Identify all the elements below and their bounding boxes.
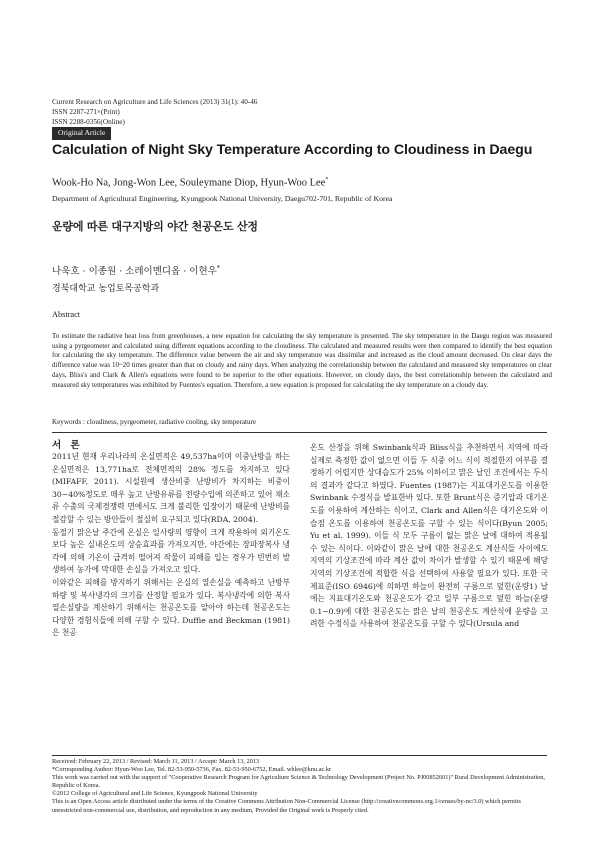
body-paragraph: 온도 산정을 위해 Swinbank식과 Bliss식을 추천하면서 지역에 따라 실제로 측정한 값이 없으면 이들 두 식중 어느 식이 적절한지 여부를 결정하기 어렵지만 상대습도가 25% 이하이고 맑은 날인 조건에서는 두식의 결과가 같다고 하였다. Fuentes (1987)는 지표대기온도를 이용한 Swinbank 수정식을 발표한바 있다. 또한 Brunt식은 증기압과 대기온도를 이용하여 계산하는 식이고, Clark and Allen식은 대기온도와 이슬점 온도를 이용하여 천공온도를 구할 수 있는 식이다(Byun 2005; Yu et al. 1999). 이들 식 모두 구름이 없는 맑은 날에 대하여 적용될 수 있는 식이다. 이와같이 맑은 날에 대한 천공온도 계산식들 사이에도 지역의 기상조건에 따라 계산 값이 차이가 발생할 수 있기 때문에 해당지역의 기상조건에 적합한 식을 선택하여 사용할 필요가 있다. 또한 국제표준(ISO 6946)에 의하면 하늘이 완전히 구름으로 덮힌(운량1) 날에는 지표대기온도와 천공온도가 같고 일부 구름으로 덮힌 하늘(운량0.1~0.9)에 대한 천공온도는 맑은 날의 천공온도 계산식에 운량을 고려한 수정식을 사용하여 천공온도를 구할 수 있다(Ursula and (310, 443, 548, 629)
body-paragraph: 2011년 현재 우리나라의 온실면적은 49,537ha이며 이중난방을 하는 온실면적은 13,771ha로 전체면적의 28% 정도를 차지하고 있다(MIFAFF, 2011). 시설원예 생산비중 난방비가 차지하는 비중이 30~40%정도로 매우 높고 난방유류를 전량수입에 의존하고 있어 채소류 수출의 국제경쟁력 면에서도 크게 불리한 입장이기 때문에 난방비를 절감할 수 있는 방안들이 절실히 요구되고 있다(RDA, 2004). (52, 452, 290, 524)
affiliation: Department of Agricultural Engineering, Kyungpook National University, Daegu702-701, Republic of Korea (52, 194, 393, 203)
keywords: Keywords : cloudiness, pyrgeometer, radiative cooling, sky temperature (52, 418, 257, 426)
body-column-right (310, 442, 548, 631)
footnotes (52, 758, 552, 815)
journal-citation: Current Research on Agriculture and Life Sciences (2013) 31(1): 40-46 (52, 98, 258, 106)
author-list (52, 177, 328, 189)
journal-header (52, 97, 552, 127)
korean-affiliation: 경북대학교 농업토목공학과 (52, 284, 160, 294)
issn-print: ISSN 2287-271×(Print) (52, 108, 120, 116)
license-note: This is an Open Access article distributed under the terms of the Creative Commons Attribution Non-Commercial License (http://creativecommons.org.1/censes/by-nc/3.0) which permits unrestricted non-commercial use, distribution, and reproduction in any medium, Provided the Original work is Properly cited. (52, 798, 521, 814)
body-paragraph: 동절기 맑은날 주간에 온실은 일사량의 영향이 크게 작용하여 외기온도 보다 높은 실내온도의 상승효과를 가져오지만, 야간에는 장파장복사 냉각에 의해 기온이 급격히 떨어져 작물이 피해를 입는 경우가 빈번히 발생하여 농가에 막대한 손실을 가져오고 있다. (52, 527, 290, 575)
korean-title: 운량에 따른 대구지방의 야간 천공온도 산정 (52, 220, 258, 233)
funding-note: This work was carried out with the support of "Cooperative Research Program for Agriculture Science & Technology Development (Project No. PJ00852601)" Rural Development Administration, Republic of Korea. (52, 774, 546, 790)
body-paragraph: 이와같은 피해를 방지하기 위해서는 온실의 열손실을 예측하고 난방부하량 및 복사냉각의 크기를 산정할 필요가 있다. 복사냉각에 의한 복사열손실량을 계산하기 위해서는 천공온도를 알아야 하는데 천공온도는 다양한 경험식들에 의해 구할 수 있다. Duffie and Beckman (1981)은 천공 (52, 577, 290, 638)
received-dates: Received: February 22, 2013 / Revised: March 11, 2013 / Accept: March 13, 2013 (52, 758, 260, 765)
korean-author-list (52, 263, 220, 277)
body-column-left (52, 442, 290, 640)
article-type-badge: Original Article (52, 127, 111, 140)
korean-author-names: 나욱호 · 이종원 · 소레이멘디옵 · 이현우 (52, 266, 217, 277)
author-names: Wook-Ho Na, Jong-Won Lee, Souleymane Diop, Hyun-Woo Lee (52, 177, 326, 189)
paper-title: Calculation of Night Sky Temperature According to Cloudiness in Daegu (52, 142, 533, 158)
copyright-note: ©2012 College of Agricultural and Life Science, Kyungpook National University (52, 790, 258, 798)
issn-online: ISSN 2288-0356(Online) (52, 118, 125, 126)
footnote-divider (52, 755, 547, 756)
abstract-text: To estimate the radiative heat loss from greenhouses, a new equation for calculating the sky temperature is presented. The sky temperature in the Daegu region was measured using a pyrgeometer and calculated using different equations according to the cloudiness. The calculated and measured results were then compared to identify the best equation for calculating the sky temperature. The difference value between the air and sky temperature was dissimilar and increased as the cloud amount decreased. On clear days the difference value was 10~20 times greater than that on cloudy and rainy days. When analyzing the correlationship between the calculated and measured sky temperatures on clear days, Bliss's and Clark & Allen's equations were found to be superior to the other equations. However, on cloudy days, the best correlationship between the calculated and measured sky temperatures was exhibited by Fuentes's equation. Therefore, a new equation is proposed for calculating the sky temperature on a cloudy day. (52, 332, 552, 389)
section-heading: 서 론 (52, 440, 83, 451)
abstract-heading: Abstract (52, 310, 81, 319)
corresponding-mark: * (325, 177, 329, 183)
section-divider (52, 432, 547, 433)
corresponding-author: *Corresponding Author: Hyun-Woo Lee, Tel. 82-53-950-5736, Fax. 82-53-950-6752, Email. whlee@knu.ac.kr (52, 766, 332, 774)
korean-corresponding-mark: * (216, 264, 220, 272)
